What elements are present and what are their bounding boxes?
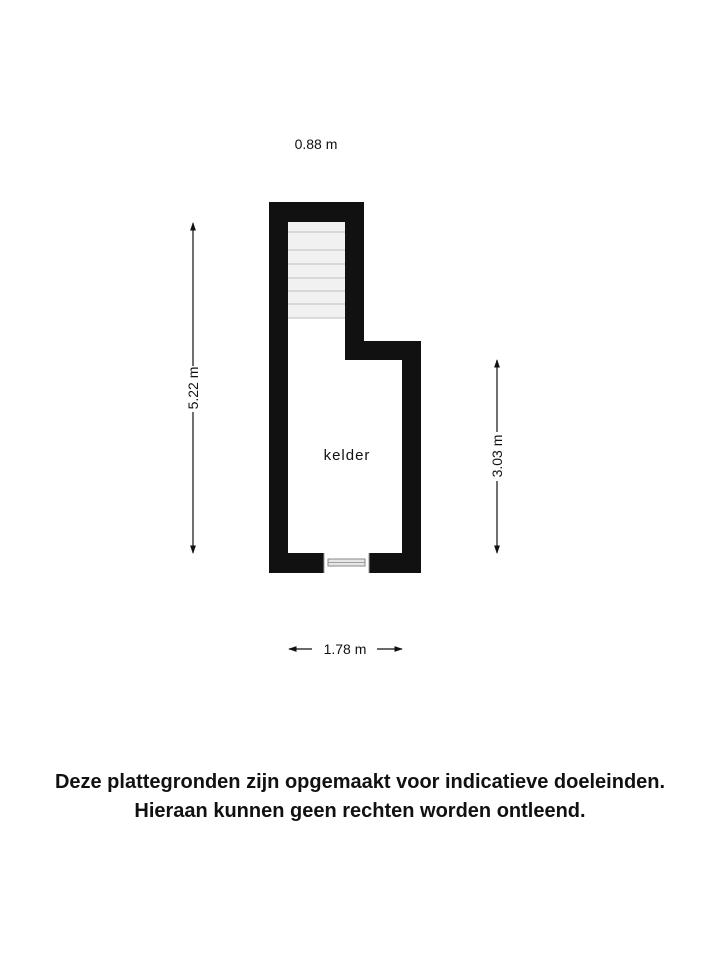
disclaimer-line-2: Hieraan kunnen geen rechten worden ontleend.: [134, 800, 586, 822]
room-label-kelder: kelder: [323, 447, 371, 464]
dimension-top-width: 0.88 m: [294, 136, 338, 152]
dimension-bottom: [289, 641, 402, 657]
window: [324, 553, 369, 573]
dimension-right-height: 3.03 m: [489, 434, 505, 478]
dimension-left-height: 5.22 m: [185, 366, 201, 410]
disclaimer: [0, 768, 720, 826]
staircase: [288, 222, 345, 318]
dimension-bottom-width: 1.78 m: [323, 641, 367, 657]
dimension-left: [185, 223, 201, 553]
dimension-right: [489, 360, 505, 553]
disclaimer-line-1: Deze plattegronden zijn opgemaakt voor indicatieve doeleinden.: [54, 771, 666, 793]
